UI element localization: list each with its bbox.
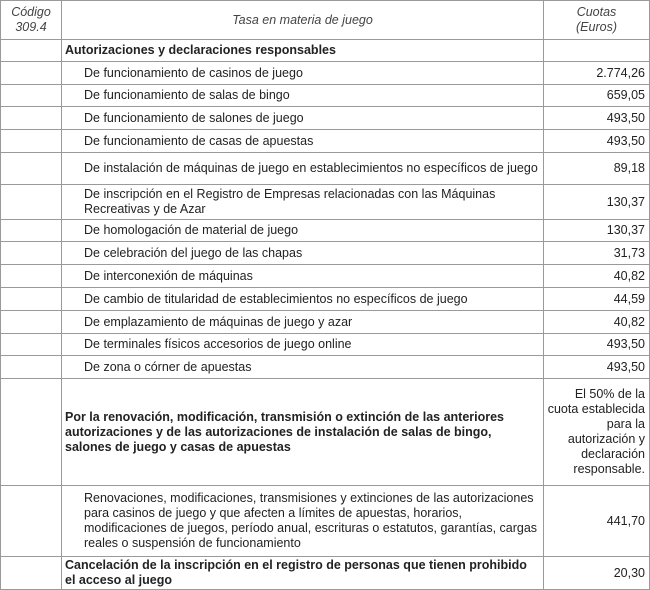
- table-cell-code: [1, 242, 62, 265]
- table-cell-fee: 493,50: [544, 356, 650, 379]
- renovation-detail-description: Renovaciones, modificaciones, transmisiones y extinciones de las autorizaciones para casinos de juego y que afecten a límites de apuestas, horarios, modificaciones de juegos, período anual, escrituras o estatutos, garantías, cargas reales o suspensión de funcionamiento: [62, 486, 544, 557]
- table-row: [1, 185, 650, 220]
- table-cell-code: [1, 557, 62, 590]
- table-cell-description: De emplazamiento de máquinas de juego y azar: [62, 311, 544, 334]
- table-cell-description: De funcionamiento de salas de bingo: [62, 85, 544, 107]
- table-cell-fee: 493,50: [544, 107, 650, 130]
- table-cell-code: [1, 334, 62, 356]
- table-cell-code: [1, 288, 62, 311]
- table-cell-fee: 44,59: [544, 288, 650, 311]
- table-cell-fee: 89,18: [544, 153, 650, 185]
- table-cell-code: [1, 130, 62, 153]
- table-cell-code: [1, 379, 62, 486]
- table-cell-code: [1, 85, 62, 107]
- table-row: [1, 265, 650, 288]
- table-cell-fee: [544, 40, 650, 62]
- table-cell-description: De interconexión de máquinas: [62, 265, 544, 288]
- table-row: [1, 85, 650, 107]
- table-cell-fee: 493,50: [544, 130, 650, 153]
- table-row-renovation-detail: [1, 486, 650, 557]
- table-row: [1, 288, 650, 311]
- table-cell-fee: 2.774,26: [544, 62, 650, 85]
- cancellation-fee: 20,30: [544, 557, 650, 590]
- table-cell-description: De instalación de máquinas de juego en establecimientos no específicos de juego: [62, 153, 544, 185]
- table-row: [1, 356, 650, 379]
- table-cell-description: De homologación de material de juego: [62, 220, 544, 242]
- table-row: [1, 311, 650, 334]
- table-cell-fee: 40,82: [544, 311, 650, 334]
- table-cell-fee: 659,05: [544, 85, 650, 107]
- table-row-cancellation: [1, 557, 650, 590]
- table-cell-fee: 493,50: [544, 334, 650, 356]
- table-cell-code: [1, 486, 62, 557]
- table-cell-code: [1, 185, 62, 220]
- section-header-row: [1, 40, 650, 62]
- table-cell-description: De zona o córner de apuestas: [62, 356, 544, 379]
- table-cell-code: [1, 107, 62, 130]
- table-cell-description: De inscripción en el Registro de Empresas relacionadas con las Máquinas Recreativas y de Azar: [62, 185, 544, 220]
- table-cell-code: [1, 40, 62, 62]
- table-cell-code: [1, 356, 62, 379]
- table-cell-code: [1, 265, 62, 288]
- table-cell-fee: 130,37: [544, 220, 650, 242]
- table-cell-code: [1, 153, 62, 185]
- table-cell-fee: 31,73: [544, 242, 650, 265]
- table-cell-description: De funcionamiento de casinos de juego: [62, 62, 544, 85]
- header-row: [1, 1, 650, 40]
- table-cell-fee: 130,37: [544, 185, 650, 220]
- renovation-detail-fee: 441,70: [544, 486, 650, 557]
- table-cell-description: De funcionamiento de salones de juego: [62, 107, 544, 130]
- section-title: Autorizaciones y declaraciones responsables: [62, 40, 544, 62]
- table-row: [1, 220, 650, 242]
- table-cell-code: [1, 311, 62, 334]
- cancellation-description: Cancelación de la inscripción en el registro de personas que tienen prohibido el acceso al juego: [62, 557, 544, 590]
- renovation-description: Por la renovación, modificación, transmisión o extinción de las anteriores autorizaciones y de las autorizaciones de instalación de salas de bingo, salones de juego y casas de apuestas: [62, 379, 544, 486]
- header-description: Tasa en materia de juego: [62, 1, 544, 40]
- table-row-renovation: [1, 379, 650, 486]
- table-cell-description: De celebración del juego de las chapas: [62, 242, 544, 265]
- table-cell-description: De funcionamiento de casas de apuestas: [62, 130, 544, 153]
- table-row: [1, 334, 650, 356]
- header-code: Código 309.4: [1, 1, 62, 40]
- table-cell-description: De cambio de titularidad de establecimientos no específicos de juego: [62, 288, 544, 311]
- table-cell-fee: 40,82: [544, 265, 650, 288]
- table-cell-code: [1, 220, 62, 242]
- table-row: [1, 107, 650, 130]
- table-cell-code: [1, 62, 62, 85]
- table-cell-description: De terminales físicos accesorios de juego online: [62, 334, 544, 356]
- table-row: [1, 153, 650, 185]
- table-row: [1, 242, 650, 265]
- table-row: [1, 62, 650, 85]
- header-fee: Cuotas (Euros): [544, 1, 650, 40]
- table-row: [1, 130, 650, 153]
- renovation-fee: El 50% de la cuota establecida para la autorización y declaración responsable.: [544, 379, 650, 486]
